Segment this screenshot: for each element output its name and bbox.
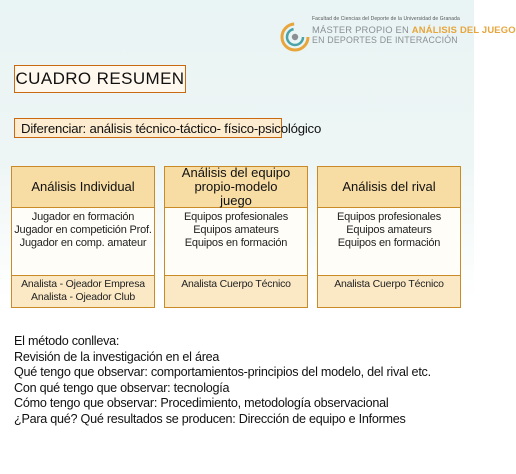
column-footer [318,275,460,307]
column-header: Análisis Individual [12,167,154,208]
column-rival [317,166,461,308]
list-item: Jugador en competición Prof. [14,224,152,236]
list-item: Equipos amateurs [346,224,432,236]
summary-table [11,166,461,308]
column-header: Análisis del rival [318,167,460,208]
column-items [12,209,154,277]
column-footer [165,275,307,307]
list-item: Jugador en formación [31,211,135,223]
column-team [164,166,308,308]
logo-line-2: EN DEPORTES DE INTERACCIÓN [312,35,458,45]
list-item: Equipos en formación [184,237,288,249]
list-item: Equipos profesionales [336,211,442,223]
logo-line-1 [312,24,516,35]
column-items [165,209,307,277]
footer-item: Analista - Ojeador Empresa [21,278,145,290]
logo-line-1-b: ANÁLISIS DEL JUEGO [411,24,516,35]
method-line: Revisión de la investigación en el área [14,349,220,364]
logo-institution: Facultad de Ciencias del Deporte de la Universidad de Granada [312,16,460,22]
method-line: El método conlleva: [14,334,120,348]
list-item: Equipos profesionales [183,211,289,223]
footer-item: Analista - Ojeador Club [31,291,135,303]
list-item: Equipos amateurs [193,224,279,236]
method-list [14,334,469,428]
method-line: ¿Para qué? Qué resultados se producen: Dirección de equipo e Informes [14,411,406,426]
column-items [318,209,460,277]
column-footer [12,275,154,307]
list-item: Equipos en formación [337,237,441,249]
footer-item: Analista Cuerpo Técnico [334,278,444,290]
column-individual [11,166,155,308]
list-item: Jugador en comp. amateur [19,237,147,249]
target-logo-icon [280,22,310,52]
method-line: Con qué tengo que observar: tecnología [14,380,230,395]
method-line: Cómo tengo que observar: Procedimiento, metodología observacional [14,396,389,411]
master-logo [276,16,516,60]
method-line: Qué tengo que observar: comportamientos-principios del modelo, del rival etc. [14,365,431,380]
page-title: CUADRO RESUMEN [14,65,186,93]
subtitle-box: Diferenciar: análisis técnico-táctico- físico-psicológico [14,118,282,138]
logo-line-1-a: MÁSTER PROPIO EN [312,24,409,35]
column-header: Análisis del equipo propio-modelo juego [165,167,307,208]
footer-item: Analista Cuerpo Técnico [181,278,291,290]
